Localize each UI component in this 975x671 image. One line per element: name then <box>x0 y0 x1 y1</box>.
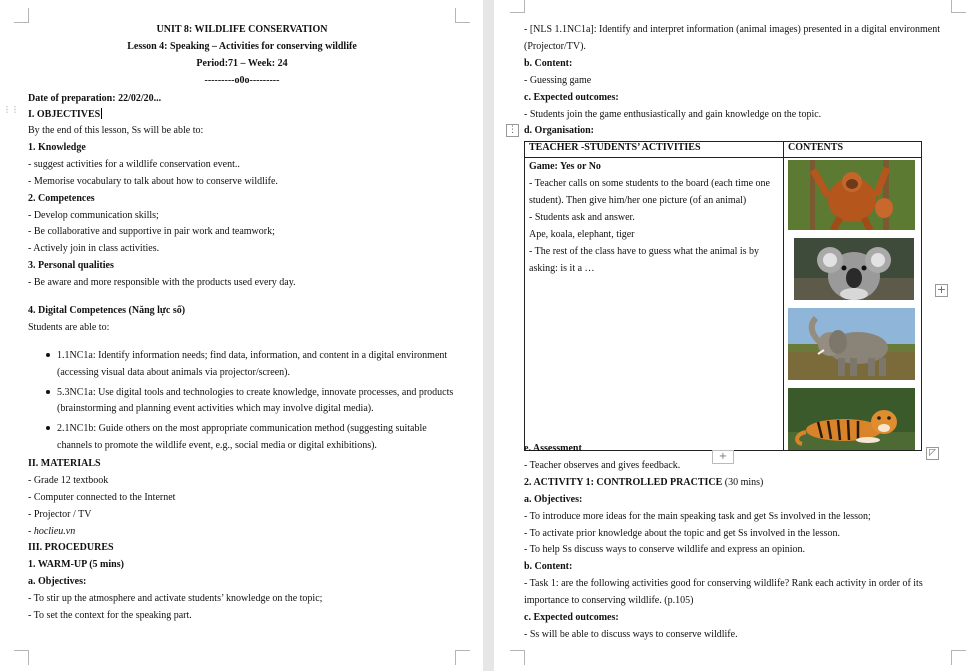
competence-item: - Actively join in class activities. <box>28 243 160 254</box>
digital-item-line: (brainstorming and planning event activities which may involve digital media). <box>57 403 374 414</box>
activity1-outcomes-heading: c. Expected outcomes: <box>524 612 619 623</box>
competence-item: - Develop communication skills; <box>28 210 159 221</box>
competence-item: - Be collaborative and supportive in pair work and teamwork; <box>28 226 275 237</box>
crop-mark <box>951 0 966 13</box>
warmup-objective-item: - To set the context for the speaking part. <box>28 610 192 621</box>
activity1-objective-item: - To help Ss discuss ways to conserve wildlife and express an opinion. <box>524 544 806 555</box>
competences-heading: 2. Competences <box>28 193 95 204</box>
material-item: - Computer connected to the Internet <box>28 492 176 503</box>
objectives-heading[interactable]: I. OBJECTIVES <box>28 109 101 120</box>
material-item: - Projector / TV <box>28 509 92 520</box>
activity-line: - The rest of the class have to guess what the animal is by <box>529 246 760 257</box>
activity1-objective-item: - To activate prior knowledge about the topic and get Ss involved in the lesson. <box>524 528 840 539</box>
table-move-handle-icon[interactable]: ⋮ <box>508 125 517 135</box>
personal-qualities-heading: 3. Personal qualities <box>28 260 114 271</box>
bullet-icon <box>46 426 50 430</box>
crop-mark <box>510 0 525 13</box>
knowledge-heading: 1. Knowledge <box>28 142 86 153</box>
activity1-objective-item: - To introduce more ideas for the main speaking task and get Ss involved in the lesson; <box>524 511 871 522</box>
crop-mark <box>510 650 525 665</box>
digital-item-line: 2.1NC1b: Guide others on the most appropriate communication method (suggesting suitable <box>57 423 427 434</box>
contents-cell[interactable] <box>784 158 922 451</box>
period-line: Period:71 – Week: 24 <box>196 58 288 69</box>
material-item: - hoclieu.vn <box>28 526 76 537</box>
assessment-heading: e. Assessment <box>524 443 582 454</box>
outcomes-text: - Students join the game enthusiastically and gain knowledge on the topic. <box>524 109 822 120</box>
crop-mark <box>14 650 29 665</box>
unit-title: UNIT 8: WILDLIFE CONSERVATION <box>156 24 328 35</box>
warmup-objectives-heading: a. Objectives: <box>28 576 87 587</box>
objectives-intro: By the end of this lesson, Ss will be able to: <box>28 125 204 136</box>
lesson-title: Lesson 4: Speaking – Activities for conserving wildlife <box>127 41 357 52</box>
activity1-heading: 2. ACTIVITY 1: CONTROLLED PRACTICE (30 mins) <box>524 477 764 488</box>
bullet-icon <box>46 390 50 394</box>
outcomes-heading: c. Expected outcomes: <box>524 92 619 103</box>
activity-line: - Students ask and answer. <box>529 212 635 223</box>
nls-line: - [NLS 1.1NC1a]: Identify and interpret information (animal images) presented in a digital environment <box>524 24 940 35</box>
koala-image <box>794 238 914 300</box>
procedures-heading: III. PROCEDURES <box>28 542 114 553</box>
table-header-contents: CONTENTS <box>784 142 922 158</box>
header-divider: ---------o0o--------- <box>204 75 280 86</box>
warmup-heading: 1. WARM-UP (5 mins) <box>28 559 124 570</box>
digital-competences-heading: 4. Digital Competences (Năng lực số) <box>28 305 186 316</box>
activity1-content-heading: b. Content: <box>524 561 573 572</box>
materials-heading: II. MATERIALS <box>28 458 101 469</box>
activity-line: Ape, koala, elephant, tiger <box>529 229 635 240</box>
elephant-image <box>788 308 915 380</box>
table-resize-handle-icon[interactable]: ◸ <box>926 447 939 460</box>
add-column-icon[interactable]: + <box>936 283 947 296</box>
organisation-heading: d. Organisation: <box>524 125 595 136</box>
date-of-preparation: Date of preparation: 22/02/20... <box>28 93 162 104</box>
table-header-activities: TEACHER -STUDENTS’ ACTIVITIES <box>525 142 784 158</box>
nls-line: (Projector/TV). <box>524 41 586 52</box>
activity-line: asking: is it a … <box>529 263 595 274</box>
text-cursor <box>101 108 102 119</box>
assessment-text: - Teacher observes and gives feedback. <box>524 460 681 471</box>
activity1-objectives-heading: a. Objectives: <box>524 494 583 505</box>
digital-item-line: 1.1NC1a: Identify information needs; find data, information, and content in a digital environment <box>57 350 448 361</box>
add-row-icon[interactable]: + <box>712 450 734 464</box>
digital-item-line: (accessing visual data about animals via projector/screen). <box>57 367 290 378</box>
tiger-image <box>788 388 915 450</box>
digital-item-line: 5.3NC1a: Use digital tools and technologies to create knowledge, innovate processes, and products <box>57 387 454 398</box>
activities-cell[interactable] <box>525 158 784 451</box>
crop-mark <box>14 8 29 23</box>
material-item: - Grade 12 textbook <box>28 475 109 486</box>
crop-mark <box>951 650 966 665</box>
digital-item-line: channels to promote the wildlife event, e.g., social media or digital exhibitions). <box>57 440 377 451</box>
warmup-objective-item: - To stir up the atmosphere and activate students’ knowledge on the topic; <box>28 593 323 604</box>
organisation-table <box>524 141 922 451</box>
activity-line: - Teacher calls on some students to the board (each time one <box>529 178 770 189</box>
ape-image <box>788 160 915 230</box>
digital-intro: Students are able to: <box>28 322 110 333</box>
knowledge-item: - Memorise vocabulary to talk about how to conserve wildlife. <box>28 176 278 187</box>
document-page-left[interactable] <box>0 0 483 671</box>
knowledge-item: - suggest activities for a wildlife conservation event.. <box>28 159 240 170</box>
crop-mark <box>455 8 470 23</box>
task1-line: - Task 1: are the following activities good for conserving wildlife? Rank each activity in order of its <box>524 578 923 589</box>
activity1-outcomes-text: - Ss will be able to discuss ways to conserve wildlife. <box>524 629 738 640</box>
game-title: Game: Yes or No <box>529 161 601 172</box>
task1-line: importance to conserving wildlife. (p.105) <box>524 595 694 606</box>
content-heading: b. Content: <box>524 58 573 69</box>
document-page-right[interactable] <box>494 0 975 671</box>
activity-line: student). Then give him/her one picture (of an animal) <box>529 195 747 206</box>
crop-mark <box>455 650 470 665</box>
personal-quality-item: - Be aware and more responsible with the products used every day. <box>28 277 296 288</box>
drag-handle-icon[interactable]: ⋮⋮ <box>3 105 19 114</box>
bullet-icon <box>46 353 50 357</box>
content-text: - Guessing game <box>524 75 592 86</box>
